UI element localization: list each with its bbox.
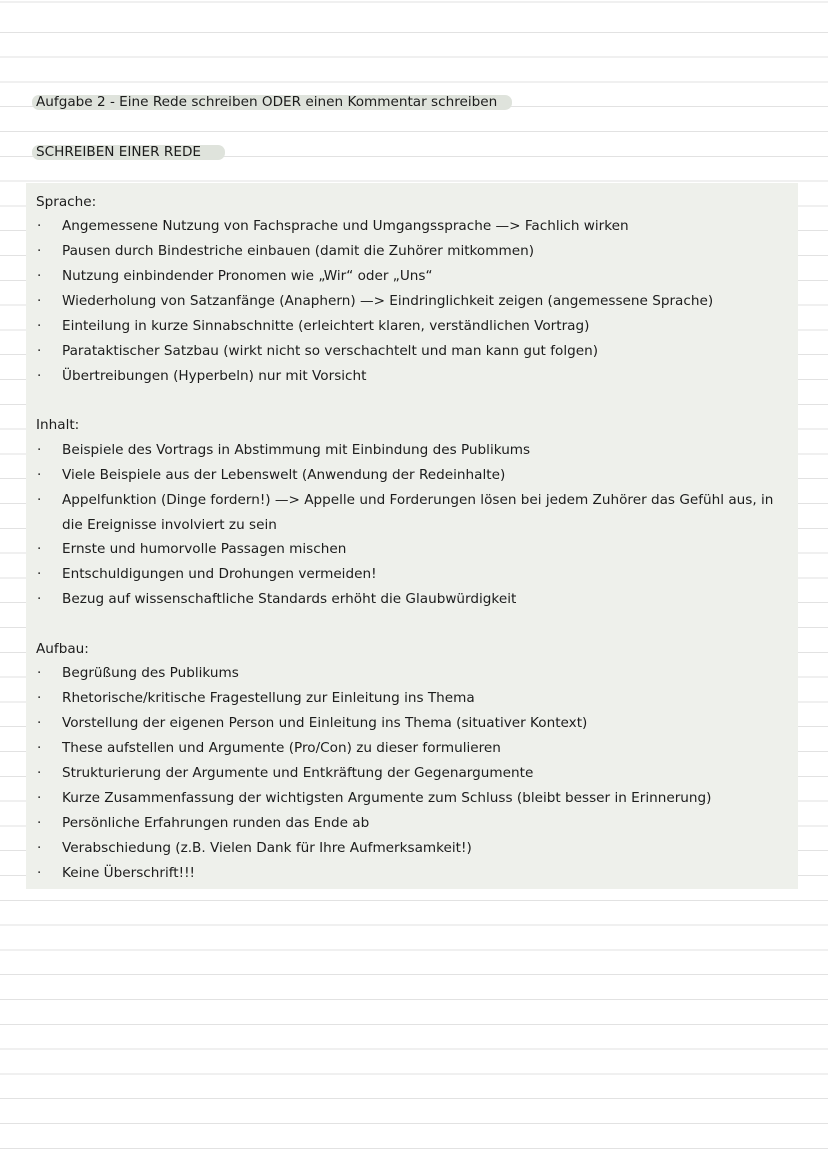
- bullet-icon: ·: [37, 865, 42, 881]
- inhalt-item: Ernste und humorvolle Passagen mischen: [62, 541, 347, 557]
- aufbau-item: Verabschiedung (z.B. Vielen Dank für Ihre Aufmerksamkeit!): [62, 840, 472, 856]
- inhalt-item: Appelfunktion (Dinge fordern!) —> Appelle und Forderungen lösen bei jedem Zuhörer das Gefühl aus, in: [62, 492, 774, 508]
- bullet-icon: ·: [37, 293, 42, 309]
- bullet-icon: ·: [37, 815, 42, 831]
- aufbau-label: Aufbau:: [36, 641, 89, 657]
- inhalt-item: Viele Beispiele aus der Lebenswelt (Anwendung der Redeinhalte): [62, 467, 506, 483]
- bullet-icon: ·: [37, 243, 42, 259]
- inhalt-item: Entschuldigungen und Drohungen vermeiden!: [62, 566, 377, 582]
- notes-block: [26, 183, 798, 889]
- bullet-icon: ·: [37, 591, 42, 607]
- inhalt-item: Bezug auf wissenschaftliche Standards erhöht die Glaubwürdigkeit: [62, 591, 517, 607]
- bullet-icon: ·: [37, 368, 42, 384]
- sprache-item: Wiederholung von Satzanfänge (Anaphern) —> Eindringlichkeit zeigen (angemessene Sprache): [62, 293, 714, 309]
- sprache-item: Angemessene Nutzung von Fachsprache und Umgangssprache —> Fachlich wirken: [62, 218, 629, 234]
- bullet-icon: ·: [37, 790, 42, 806]
- bullet-icon: ·: [37, 740, 42, 756]
- sprache-item: Einteilung in kurze Sinnabschnitte (erleichtert klaren, verständlichen Vortrag): [62, 318, 590, 334]
- aufbau-item: Begrüßung des Publikums: [62, 665, 239, 681]
- inhalt-item-continuation: die Ereignisse involviert zu sein: [62, 517, 277, 533]
- aufbau-item: Keine Überschrift!!!: [62, 865, 195, 881]
- aufbau-item: Vorstellung der eigenen Person und Einleitung ins Thema (situativer Kontext): [62, 715, 588, 731]
- bullet-icon: ·: [37, 566, 42, 582]
- inhalt-label: Inhalt:: [36, 417, 80, 433]
- aufbau-item: Persönliche Erfahrungen runden das Ende ab: [62, 815, 370, 831]
- bullet-icon: ·: [37, 218, 42, 234]
- bullet-icon: ·: [37, 541, 42, 557]
- inhalt-item: Beispiele des Vortrags in Abstimmung mit Einbindung des Publikums: [62, 442, 531, 458]
- aufbau-item: Strukturierung der Argumente und Entkräftung der Gegenargumente: [62, 765, 534, 781]
- bullet-icon: ·: [37, 268, 42, 284]
- aufbau-item: Kurze Zusammenfassung der wichtigsten Argumente zum Schluss (bleibt besser in Erinnerung): [62, 790, 712, 806]
- bullet-icon: ·: [37, 665, 42, 681]
- sprache-item: Nutzung einbindender Pronomen wie „Wir“ oder „Uns“: [62, 268, 433, 284]
- aufbau-item: Rhetorische/kritische Fragestellung zur Einleitung ins Thema: [62, 690, 475, 706]
- bullet-icon: ·: [37, 318, 42, 334]
- sprache-item: Pausen durch Bindestriche einbauen (damit die Zuhörer mitkommen): [62, 243, 535, 259]
- sprache-item: Parataktischer Satzbau (wirkt nicht so verschachtelt und man kann gut folgen): [62, 343, 599, 359]
- bullet-icon: ·: [37, 492, 42, 508]
- sprache-label: Sprache:: [36, 194, 97, 210]
- bullet-icon: ·: [37, 765, 42, 781]
- bullet-icon: ·: [37, 715, 42, 731]
- section-heading: SCHREIBEN EINER REDE: [36, 144, 202, 160]
- task-heading: Aufgabe 2 - Eine Rede schreiben ODER einen Kommentar schreiben: [36, 94, 498, 110]
- bullet-icon: ·: [37, 467, 42, 483]
- bullet-icon: ·: [37, 840, 42, 856]
- aufbau-item: These aufstellen und Argumente (Pro/Con) zu dieser formulieren: [62, 740, 501, 756]
- sprache-item: Übertreibungen (Hyperbeln) nur mit Vorsicht: [62, 368, 367, 384]
- bullet-icon: ·: [37, 442, 42, 458]
- bullet-icon: ·: [37, 343, 42, 359]
- bullet-icon: ·: [37, 690, 42, 706]
